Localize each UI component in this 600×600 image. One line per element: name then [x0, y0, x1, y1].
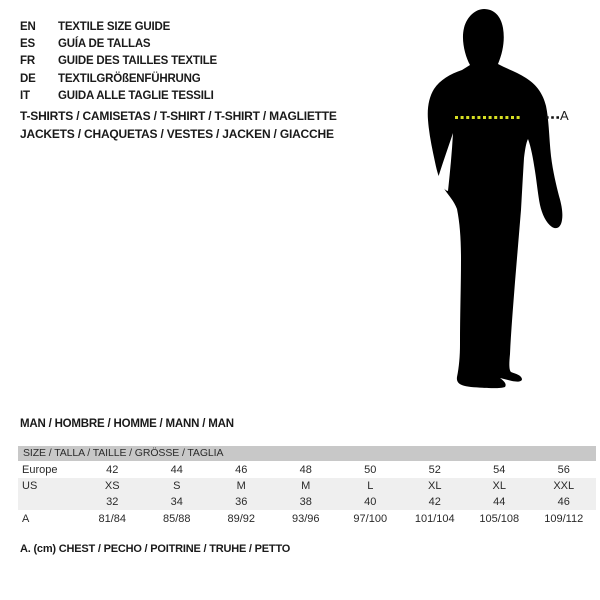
table-cell: XL — [428, 480, 442, 492]
language-code: FR — [20, 55, 35, 68]
language-list — [20, 18, 217, 105]
table-cell: 48 — [299, 463, 312, 476]
table-cell: 44 — [493, 496, 506, 508]
table-cell: M — [301, 480, 311, 492]
table-cell: XS — [104, 480, 120, 492]
man-silhouette-body — [428, 9, 563, 388]
table-row-us-group — [18, 478, 596, 510]
language-row — [20, 18, 217, 35]
table-row-us-letters — [18, 478, 596, 494]
table-cell: 54 — [493, 463, 506, 476]
table-cell: 101/104 — [414, 512, 455, 525]
table-cell: 105/108 — [479, 512, 520, 525]
table-cell: 52 — [428, 463, 441, 476]
table-cell: 46 — [557, 496, 570, 508]
table-row-a — [18, 510, 596, 527]
table-cell: 40 — [364, 496, 377, 508]
table-cell: 109/112 — [544, 512, 584, 525]
category-list — [20, 109, 337, 144]
size-table-header: SIZE / TALLA / TAILLE / GRÖSSE / TAGLIA — [18, 446, 596, 461]
table-cell: XL — [492, 480, 506, 492]
footnote-chest: A. (cm) CHEST / PECHO / POITRINE / TRUHE / PETTO — [20, 543, 291, 555]
table-cell: 36 — [235, 496, 248, 508]
language-code: IT — [20, 90, 30, 103]
language-label: GUIDA ALLE TAGLIE TESSILI — [58, 90, 214, 103]
table-cell: 34 — [170, 496, 183, 508]
category-jackets: JACKETS / CHAQUETAS / VESTES / JACKEN / GIACCHE — [20, 126, 334, 141]
table-row-europe — [18, 461, 596, 478]
table-cell: 42 — [106, 463, 119, 476]
man-silhouette-figure — [410, 0, 600, 400]
table-cell: 56 — [557, 463, 570, 476]
table-row-us-numbers — [18, 494, 596, 510]
language-code: DE — [20, 72, 36, 85]
row-label-a: A — [22, 512, 30, 525]
table-cell: M — [236, 480, 246, 492]
table-cell: 50 — [364, 463, 377, 476]
language-label: GUÍA DE TALLAS — [58, 38, 151, 51]
language-row — [20, 35, 217, 52]
language-row — [20, 53, 217, 70]
size-table — [18, 446, 596, 527]
language-code: ES — [20, 38, 35, 51]
row-label-europe: Europe — [22, 463, 58, 476]
table-cell: L — [367, 480, 374, 492]
language-label: TEXTILE SIZE GUIDE — [58, 20, 171, 33]
language-row — [20, 88, 217, 105]
table-cell: 44 — [170, 463, 183, 476]
table-cell: 85/88 — [162, 512, 191, 525]
language-code: EN — [20, 20, 36, 33]
language-label: TEXTILGRÖßENFÜHRUNG — [58, 72, 201, 85]
table-cell: 46 — [235, 463, 248, 476]
language-row — [20, 70, 217, 87]
table-cell: S — [173, 480, 181, 492]
table-cell: 32 — [106, 496, 119, 508]
table-cell: 93/96 — [291, 512, 320, 525]
section-title-man: MAN / HOMBRE / HOMME / MANN / MAN — [20, 418, 234, 430]
table-cell: 42 — [428, 496, 441, 508]
row-label-us: US — [22, 480, 38, 492]
measure-label-a: A — [560, 108, 569, 123]
table-cell: XXL — [553, 480, 575, 492]
category-tshirts: T-SHIRTS / CAMISETAS / T-SHIRT / T-SHIRT / MAGLIETTE — [20, 109, 337, 123]
language-label: GUIDE DES TAILLES TEXTILE — [58, 55, 217, 68]
table-cell: 97/100 — [353, 512, 388, 525]
table-cell: 89/92 — [227, 512, 256, 525]
table-cell: 81/84 — [98, 512, 127, 525]
table-cell: 38 — [299, 496, 312, 508]
